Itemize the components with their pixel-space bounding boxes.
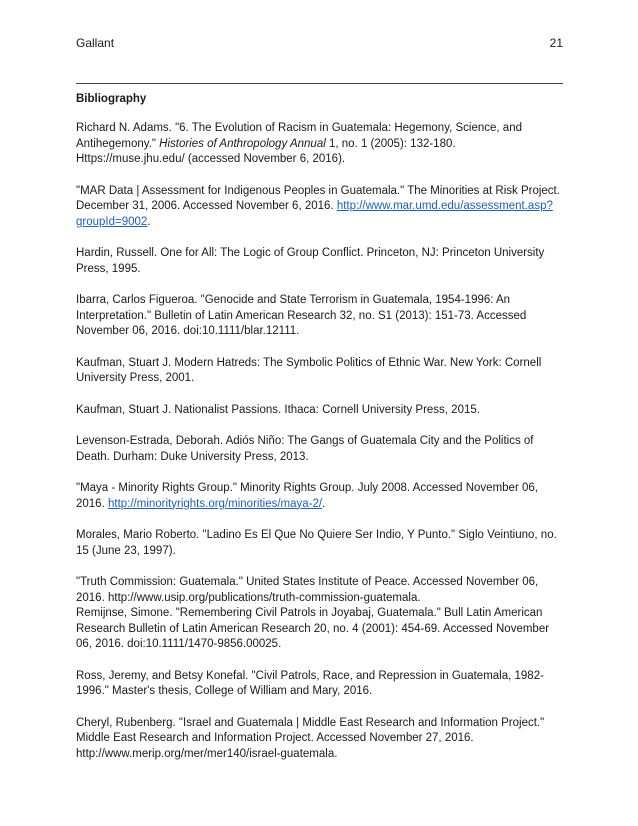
entry-text: "Maya - Minority Rights Group." Minority Rights Group. July 2008. Accessed November 06, 2016. <box>76 482 538 510</box>
page-number: 21 <box>549 36 563 50</box>
entry-italic-title: Histories of Anthropology Annual <box>159 137 326 150</box>
bibliography-entry <box>76 121 564 168</box>
entry-text: Cheryl, Rubenberg. "Israel and Guatemala | Middle East Research and Information Project." Middle East Research and Information Project. Accessed November 27, 2016. http://www.merip.org/mer/mer140/israel-guatemala. <box>76 716 545 760</box>
entry-text: Ibarra, Carlos Figueroa. "Genocide and State Terrorism in Guatemala, 1954-1996: An Interpretation." Bulletin of Latin American Research 32, no. S1 (2013): 151-73. Accessed November 06, 2016. doi:10.1111/blar.12111. <box>76 294 527 337</box>
page-header <box>76 36 563 56</box>
bibliography-entry <box>76 669 564 700</box>
bibliography-entry <box>76 575 564 606</box>
bibliography-entry <box>76 434 564 465</box>
entry-text: "Truth Commission: Guatemala." United States Institute of Peace. Accessed November 06, 2016. http://www.usip.org/publications/truth-commission-guatemala. <box>76 576 539 604</box>
entry-text: Ross, Jeremy, and Betsy Konefal. "Civil Patrols, Race, and Repression in Guatemala, 1982-1996." Master's thesis, College of William and Mary, 2016. <box>76 669 544 697</box>
bibliography-heading: Bibliography <box>76 93 147 105</box>
bibliography-entry <box>76 606 564 653</box>
entry-text: . <box>322 497 326 510</box>
bibliography-entry <box>76 481 564 512</box>
entry-text: Kaufman, Stuart J. Modern Hatreds: The Symbolic Politics of Ethnic War. New York: Cornell University Press, 2001. <box>76 356 542 384</box>
bibliography-entry <box>76 403 564 419</box>
bibliography-entry <box>76 356 564 387</box>
entry-link[interactable]: http://www.mar.umd.edu/assessment.asp?groupId=9002 <box>76 200 553 228</box>
entry-text: Hardin, Russell. One for All: The Logic of Group Conflict. Princeton, NJ: Princeton University Press, 1995. <box>76 247 545 275</box>
bibliography-entry <box>76 184 564 231</box>
entry-link[interactable]: http://minorityrights.org/minorities/maya-2/ <box>107 497 323 510</box>
entry-text: Morales, Mario Roberto. "Ladino Es El Que No Quiere Ser Indio, Y Punto." Siglo Veintiuno, no. 15 (June 23, 1997). <box>76 529 557 557</box>
entry-text: Remijnse, Simone. "Remembering Civil Patrols in Joyabaj, Guatemala." Bull Latin American Research Bulletin of Latin American Research 20, no. 4 (2001): 454-69. Accessed November 06, 2016. doi:10.1111/1470-9856.00025. <box>76 607 550 650</box>
entry-text: . <box>147 215 151 228</box>
entry-text: Richard N. Adams. "6. The Evolution of Racism in Guatemala: Hegemony, Science, and Antihegemony." <box>76 122 522 150</box>
entry-text: Kaufman, Stuart J. Nationalist Passions. Ithaca: Cornell University Press, 2015. <box>76 403 480 416</box>
bibliography-list <box>76 121 564 778</box>
entry-text: "MAR Data | Assessment for Indigenous Peoples in Guatemala." The Minorities at Risk Project. December 31, 2006. Accessed November 6, 2016. <box>76 184 560 212</box>
header-rule <box>76 83 563 84</box>
bibliography-entry <box>76 246 564 277</box>
bibliography-entry <box>76 528 564 559</box>
entry-text: 1, no. 1 (2005): 132-180. Https://muse.jhu.edu/ (accessed November 6, 2016). <box>76 137 456 165</box>
bibliography-entry <box>76 293 564 340</box>
header-author: Gallant <box>76 36 115 50</box>
bibliography-entry <box>76 716 564 763</box>
entry-text: Levenson-Estrada, Deborah. Adiós Niño: The Gangs of Guatemala City and the Politics of Death. Durham: Duke University Press, 2013. <box>76 435 534 463</box>
